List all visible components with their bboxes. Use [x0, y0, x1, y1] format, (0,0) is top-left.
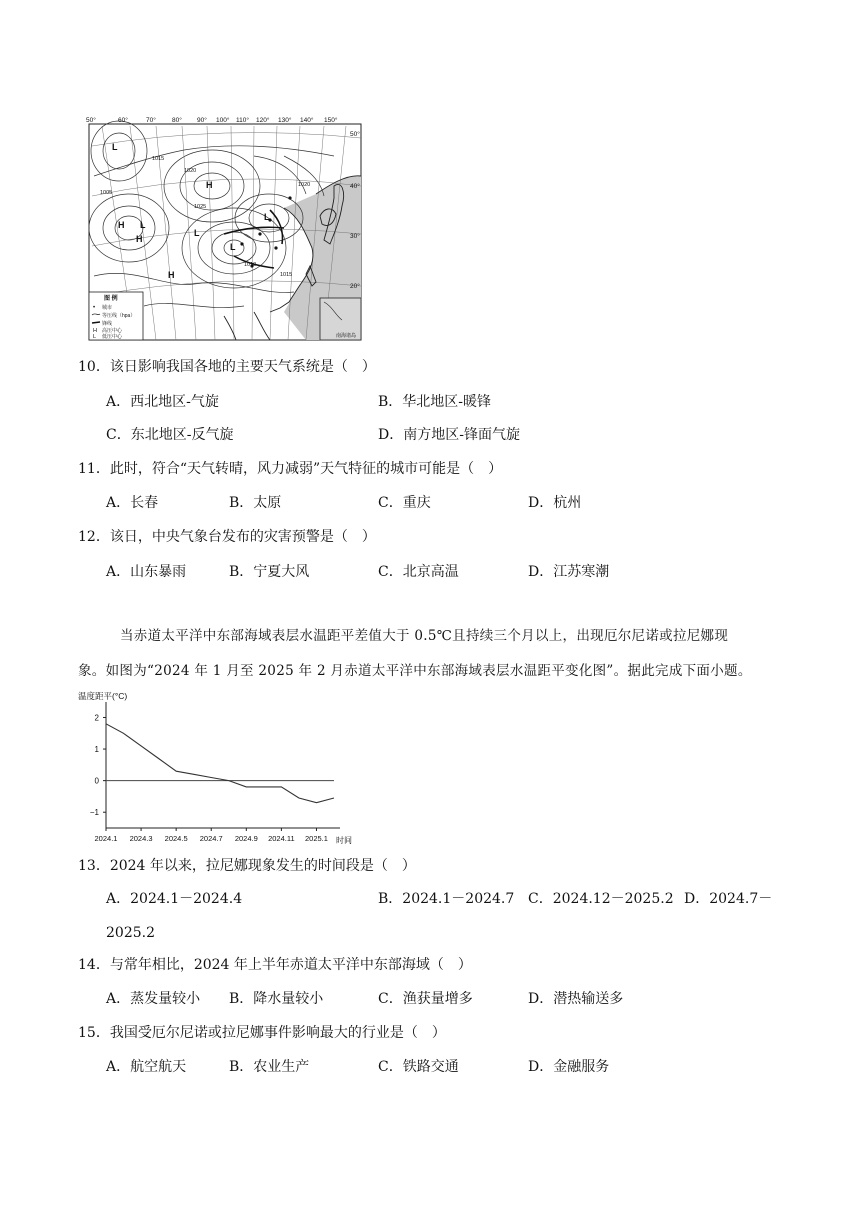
legend-symbol-city: •	[93, 305, 96, 311]
legend-title: 图 例	[104, 296, 118, 302]
question-10	[78, 357, 376, 377]
option-10-c[interactable]: C．东北地区-反气旋	[106, 427, 234, 443]
x-tick-label: 2025.1	[304, 834, 328, 843]
pressure-center: L	[194, 228, 200, 238]
option-10-a[interactable]: A．西北地区-气旋	[106, 394, 219, 410]
chart-ticks	[90, 713, 328, 843]
lon-label: 130°	[278, 117, 292, 124]
question-stem: 与常年相比，2024 年上半年赤道太平洋中东部海域（ ）	[109, 957, 472, 973]
map-legend	[89, 292, 143, 340]
question-number: 12．	[78, 529, 110, 545]
legend-symbol-high: H	[93, 328, 97, 334]
lon-label: 50°	[86, 117, 96, 124]
sst-anomaly-chart	[76, 688, 366, 852]
question-15	[78, 1023, 446, 1043]
isobar-label: 1015	[280, 272, 293, 278]
question-13	[78, 856, 416, 876]
lat-label: 30°	[350, 233, 360, 240]
lon-label: 70°	[146, 117, 156, 124]
isobar-label: 1010	[244, 262, 257, 268]
y-axis-label: 温度距平(°C)	[78, 691, 128, 701]
legend-front-swatch	[92, 322, 100, 323]
option-12-a[interactable]: A．山东暴雨	[106, 564, 187, 580]
lon-label: 150°	[324, 117, 338, 124]
x-tick-label: 2024.11	[268, 834, 295, 843]
legend-symbol-low: L	[93, 334, 97, 340]
x-tick-label: 2024.5	[164, 834, 188, 843]
option-14-b[interactable]: B．降水量较小	[229, 991, 324, 1007]
question-stem: 2024 年以来，拉尼娜现象发生的时间段是（ ）	[109, 858, 416, 874]
legend-item: 低压中心	[102, 334, 123, 340]
option-11-b[interactable]: B．太原	[229, 495, 282, 511]
isobar-label: 1020	[184, 168, 197, 174]
lat-label: 40°	[350, 183, 360, 190]
option-11-a[interactable]: A．长春	[106, 495, 159, 511]
question-number: 15．	[78, 1025, 110, 1041]
chart-axes	[106, 702, 340, 828]
option-13-c[interactable]: C．2024.12－2025.2	[528, 891, 674, 907]
isobar-label: 1005	[100, 190, 113, 196]
x-tick-label: 2024.1	[94, 834, 118, 843]
pressure-center: L	[112, 142, 118, 152]
lon-label: 140°	[300, 117, 314, 124]
option-14-a[interactable]: A．蒸发量较小	[106, 991, 201, 1007]
option-15-c[interactable]: C．铁路交通	[378, 1059, 459, 1075]
option-12-d[interactable]: D．江苏寒潮	[528, 564, 610, 580]
weather-map-svg	[84, 116, 366, 344]
question-number: 11．	[78, 461, 110, 477]
x-tick-label: 2024.9	[234, 834, 258, 843]
question-11	[78, 459, 502, 479]
lat-label: 50°	[350, 131, 360, 138]
question-12	[78, 527, 376, 547]
chart-svg	[76, 688, 366, 852]
pressure-center: L	[264, 212, 270, 222]
weather-map	[84, 116, 366, 344]
question-stem: 此时，符合“天气转晴，风力减弱”天气特征的城市可能是（ ）	[109, 461, 503, 477]
question-14	[78, 955, 472, 975]
question-number: 14．	[78, 957, 110, 973]
option-11-c[interactable]: C．重庆	[378, 495, 431, 511]
question-stem: 我国受厄尔尼诺或拉尼娜事件影响最大的行业是（ ）	[109, 1025, 446, 1041]
isobar-label: 1015	[152, 156, 165, 162]
question-stem: 该日影响我国各地的主要天气系统是（ ）	[109, 359, 376, 375]
legend-item: 锋线	[102, 321, 113, 327]
option-12-c[interactable]: C．北京高温	[378, 564, 459, 580]
question-stem: 该日，中央气象台发布的灾害预警是（ ）	[109, 529, 376, 545]
option-12-b[interactable]: B．宁夏大风	[229, 564, 310, 580]
isobar-label: 1020	[298, 182, 311, 188]
intro-line-2: 象。如图为“2024 年 1 月至 2025 年 2 月赤道太平洋中东部海域表层水温距平变化图”。据此完成下面小题。	[78, 663, 752, 679]
sst-anomaly-series-line	[106, 724, 334, 803]
x-tick-label: 2024.7	[199, 834, 223, 843]
lon-label: 120°	[256, 117, 270, 124]
y-tick-label: 0	[94, 776, 99, 786]
option-15-d[interactable]: D．金融服务	[528, 1059, 610, 1075]
option-13-d[interactable]: D．2024.7－	[684, 891, 773, 907]
y-tick-label: 1	[94, 745, 99, 755]
lon-label: 80°	[172, 117, 182, 124]
inset-label: 南海诸岛	[336, 333, 357, 339]
isobar-label: 1025	[194, 204, 207, 210]
option-14-d[interactable]: D．潜热输送多	[528, 991, 624, 1007]
option-10-b[interactable]: B．华北地区-暖锋	[378, 394, 492, 410]
option-13-a[interactable]: A．2024.1－2024.4	[106, 891, 243, 907]
lon-labels	[86, 116, 338, 124]
legend-item: 高压中心	[102, 328, 123, 334]
lon-label: 110°	[236, 117, 249, 124]
option-11-d[interactable]: D．杭州	[528, 495, 582, 511]
lon-label: 100°	[216, 117, 230, 124]
option-10-d[interactable]: D．南方地区-锋面气旋	[378, 427, 520, 443]
legend-item: 城市	[102, 305, 113, 311]
question-number: 10．	[78, 359, 110, 375]
option-14-c[interactable]: C．渔获量增多	[378, 991, 473, 1007]
lon-label: 60°	[118, 117, 128, 124]
option-13-d-continued: 2025.2	[106, 925, 155, 941]
pressure-center: L	[230, 242, 236, 252]
pressure-center: H	[136, 234, 143, 244]
pressure-center: H	[168, 270, 175, 280]
legend-item: 等压线（hpa）	[102, 313, 136, 319]
y-tick-label: −1	[89, 808, 99, 818]
pressure-center: L	[140, 220, 146, 230]
map-inset	[320, 298, 361, 340]
pressure-center: H	[206, 180, 213, 190]
pressure-center: H	[118, 220, 125, 230]
lon-label: 90°	[197, 117, 207, 124]
chart-marks	[106, 724, 334, 803]
option-13-b[interactable]: B．2024.1－2024.7	[378, 891, 515, 907]
question-number: 13．	[78, 858, 110, 874]
intro-line-1: 当赤道太平洋中东部海域表层水温距平差值大于 0.5℃且持续三个月以上，出现厄尔尼诺或拉尼娜现	[120, 628, 729, 644]
lat-label: 20°	[350, 283, 360, 290]
option-15-b[interactable]: B．农业生产	[229, 1059, 310, 1075]
x-tick-label: 2024.3	[129, 834, 153, 843]
x-axis-label: 时间	[336, 836, 352, 845]
option-15-a[interactable]: A．航空航天	[106, 1059, 187, 1075]
y-tick-label: 2	[94, 713, 99, 723]
